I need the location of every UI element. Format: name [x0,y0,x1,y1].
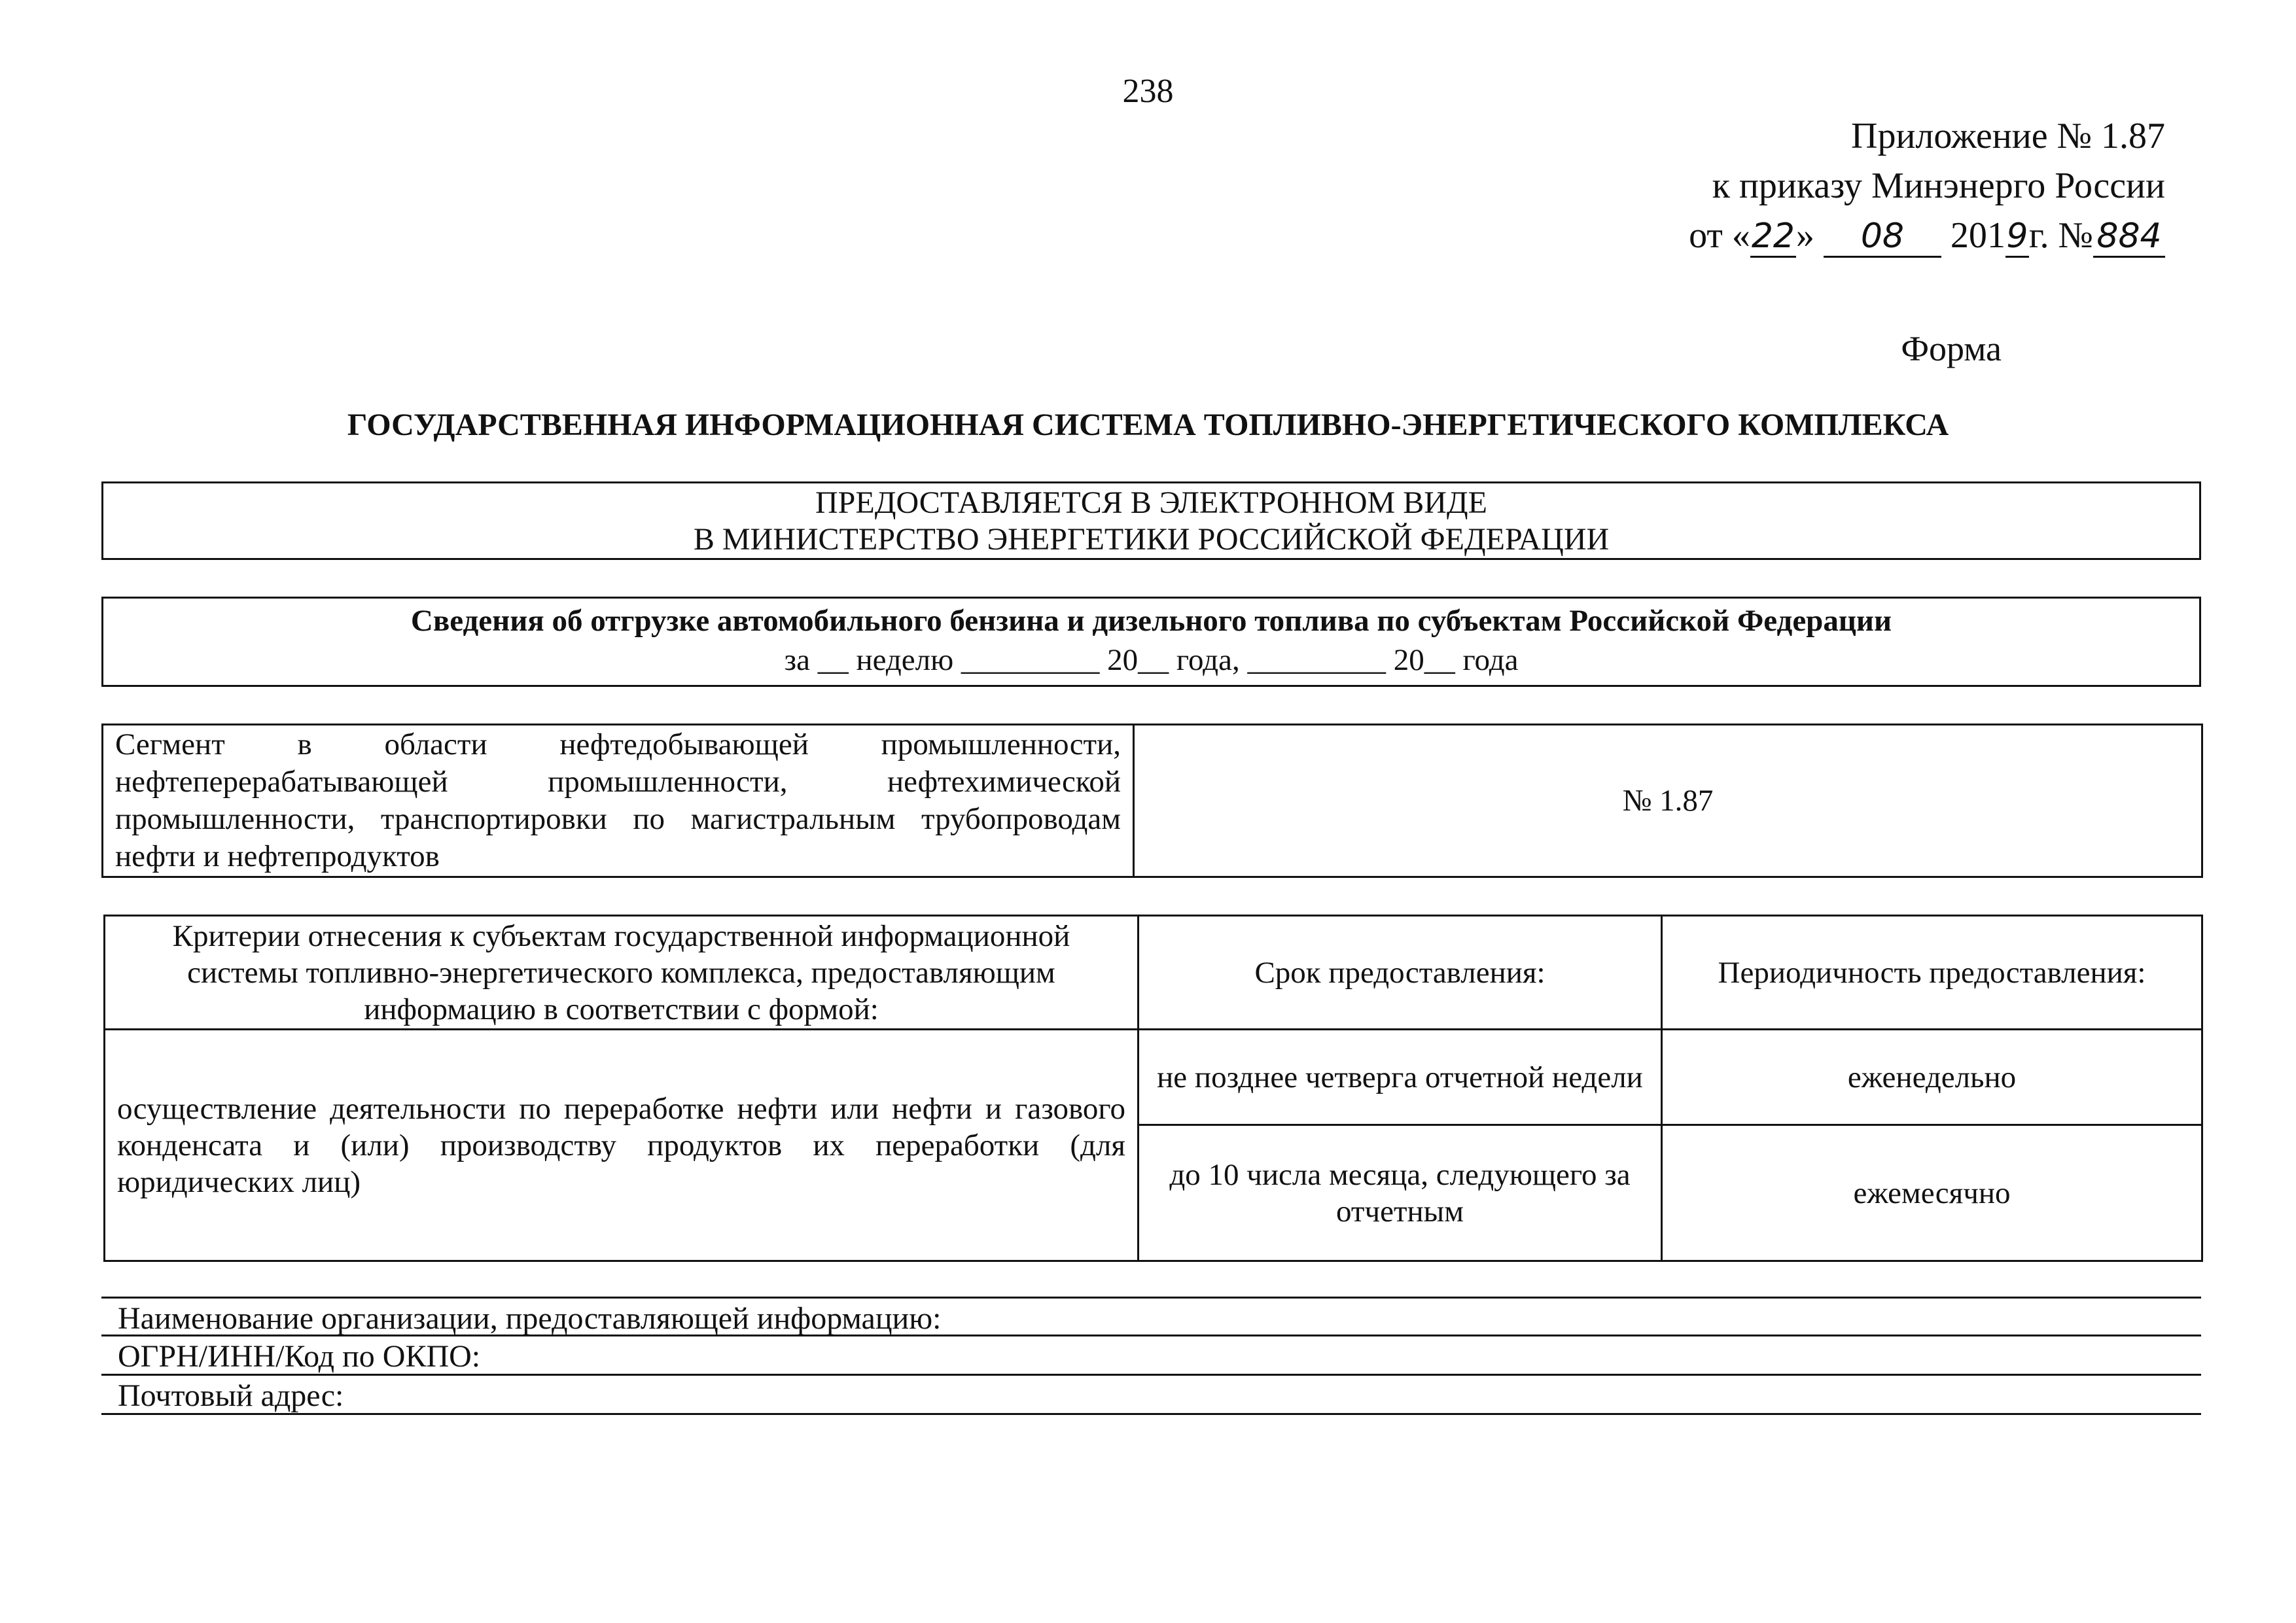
footer-ids: ОГРН/ИНН/Код по ОКПО: [118,1339,481,1374]
criterion-cell: осуществление деятельности по переработке нефти или нефти и газового конденсата и (или) производству продуктов их переработки (для юридических лиц) [105,1030,1139,1261]
footer-line-bottom [101,1413,2201,1415]
appendix-year-prefix: 201 [1950,215,2005,256]
footer-line-1 [101,1335,2201,1336]
electronic-line2: В МИНИСТЕРСТВО ЭНЕРГЕТИКИ РОССИЙСКОЙ ФЕДЕРАЦИИ [693,522,1610,557]
header-criteria: Критерии отнесения к субъектам государственной информационной системы топливно-энергетического комплекса, предоставляющим информацию в соответствии с формой: [105,916,1139,1030]
segment-table [101,724,2203,878]
appendix-month: 08 [1824,217,1941,258]
footer-org-name: Наименование организации, предоставляющей информацию: [118,1301,942,1336]
frequency-monthly: ежемесячно [1662,1125,2202,1261]
electronic-line1: ПРЕДОСТАВЛЯЕТСЯ В ЭЛЕКТРОННОМ ВИДЕ [815,485,1487,520]
appendix-day: 22 [1750,217,1796,258]
system-title: ГОСУДАРСТВЕННАЯ ИНФОРМАЦИОННАЯ СИСТЕМА ТОПЛИВНО-ЭНЕРГЕТИЧЕСКОГО КОМПЛЕКСА [347,408,1949,442]
page-number: 238 [1122,73,1174,110]
deadline-monthly: до 10 числа месяца, следующего за отчетным [1139,1125,1662,1261]
deadline-weekly: не позднее четверга отчетной недели [1139,1030,1662,1125]
appendix-from-label: от « [1689,215,1750,256]
appendix-day-close: » [1795,215,1814,256]
header-frequency: Периодичность предоставления: [1662,916,2202,1030]
header-deadline: Срок предоставления: [1139,916,1662,1030]
form-label: Форма [1901,329,2002,368]
form-title-box [101,597,2201,687]
segment-form-number: № 1.87 [1134,725,2202,877]
form-title-heading: Сведения об отгрузке автомобильного бензина и дизельного топлива по субъектам Российской Федерации [410,604,1892,638]
form-title-period: за __ неделю _________ 20__ года, _________ 20__ года [784,643,1519,677]
segment-description: Сегмент в области нефтедобывающей промышленности, нефтеперерабатывающей промышленности, нефтехимической промышленности, транспортировки по магистральным трубопроводам нефти и нефтепродуктов [103,725,1134,877]
appendix-line2: к приказу Минэнерго России [1712,166,2165,206]
electronic-submission-box [101,481,2201,560]
appendix-line1: Приложение № 1.87 [1851,116,2165,156]
appendix-year-suffix: г. № [2028,215,2093,256]
footer-line-top [101,1297,2201,1299]
footer-line-2 [101,1374,2201,1376]
criteria-table [103,915,2203,1262]
appendix-order-number: 884 [2093,217,2165,258]
appendix-year-digit: 9 [2005,217,2029,258]
footer-address: Почтовый адрес: [118,1378,344,1413]
appendix-header [1689,111,2165,260]
appendix-date-line [1689,211,2165,260]
frequency-weekly: еженедельно [1662,1030,2202,1125]
